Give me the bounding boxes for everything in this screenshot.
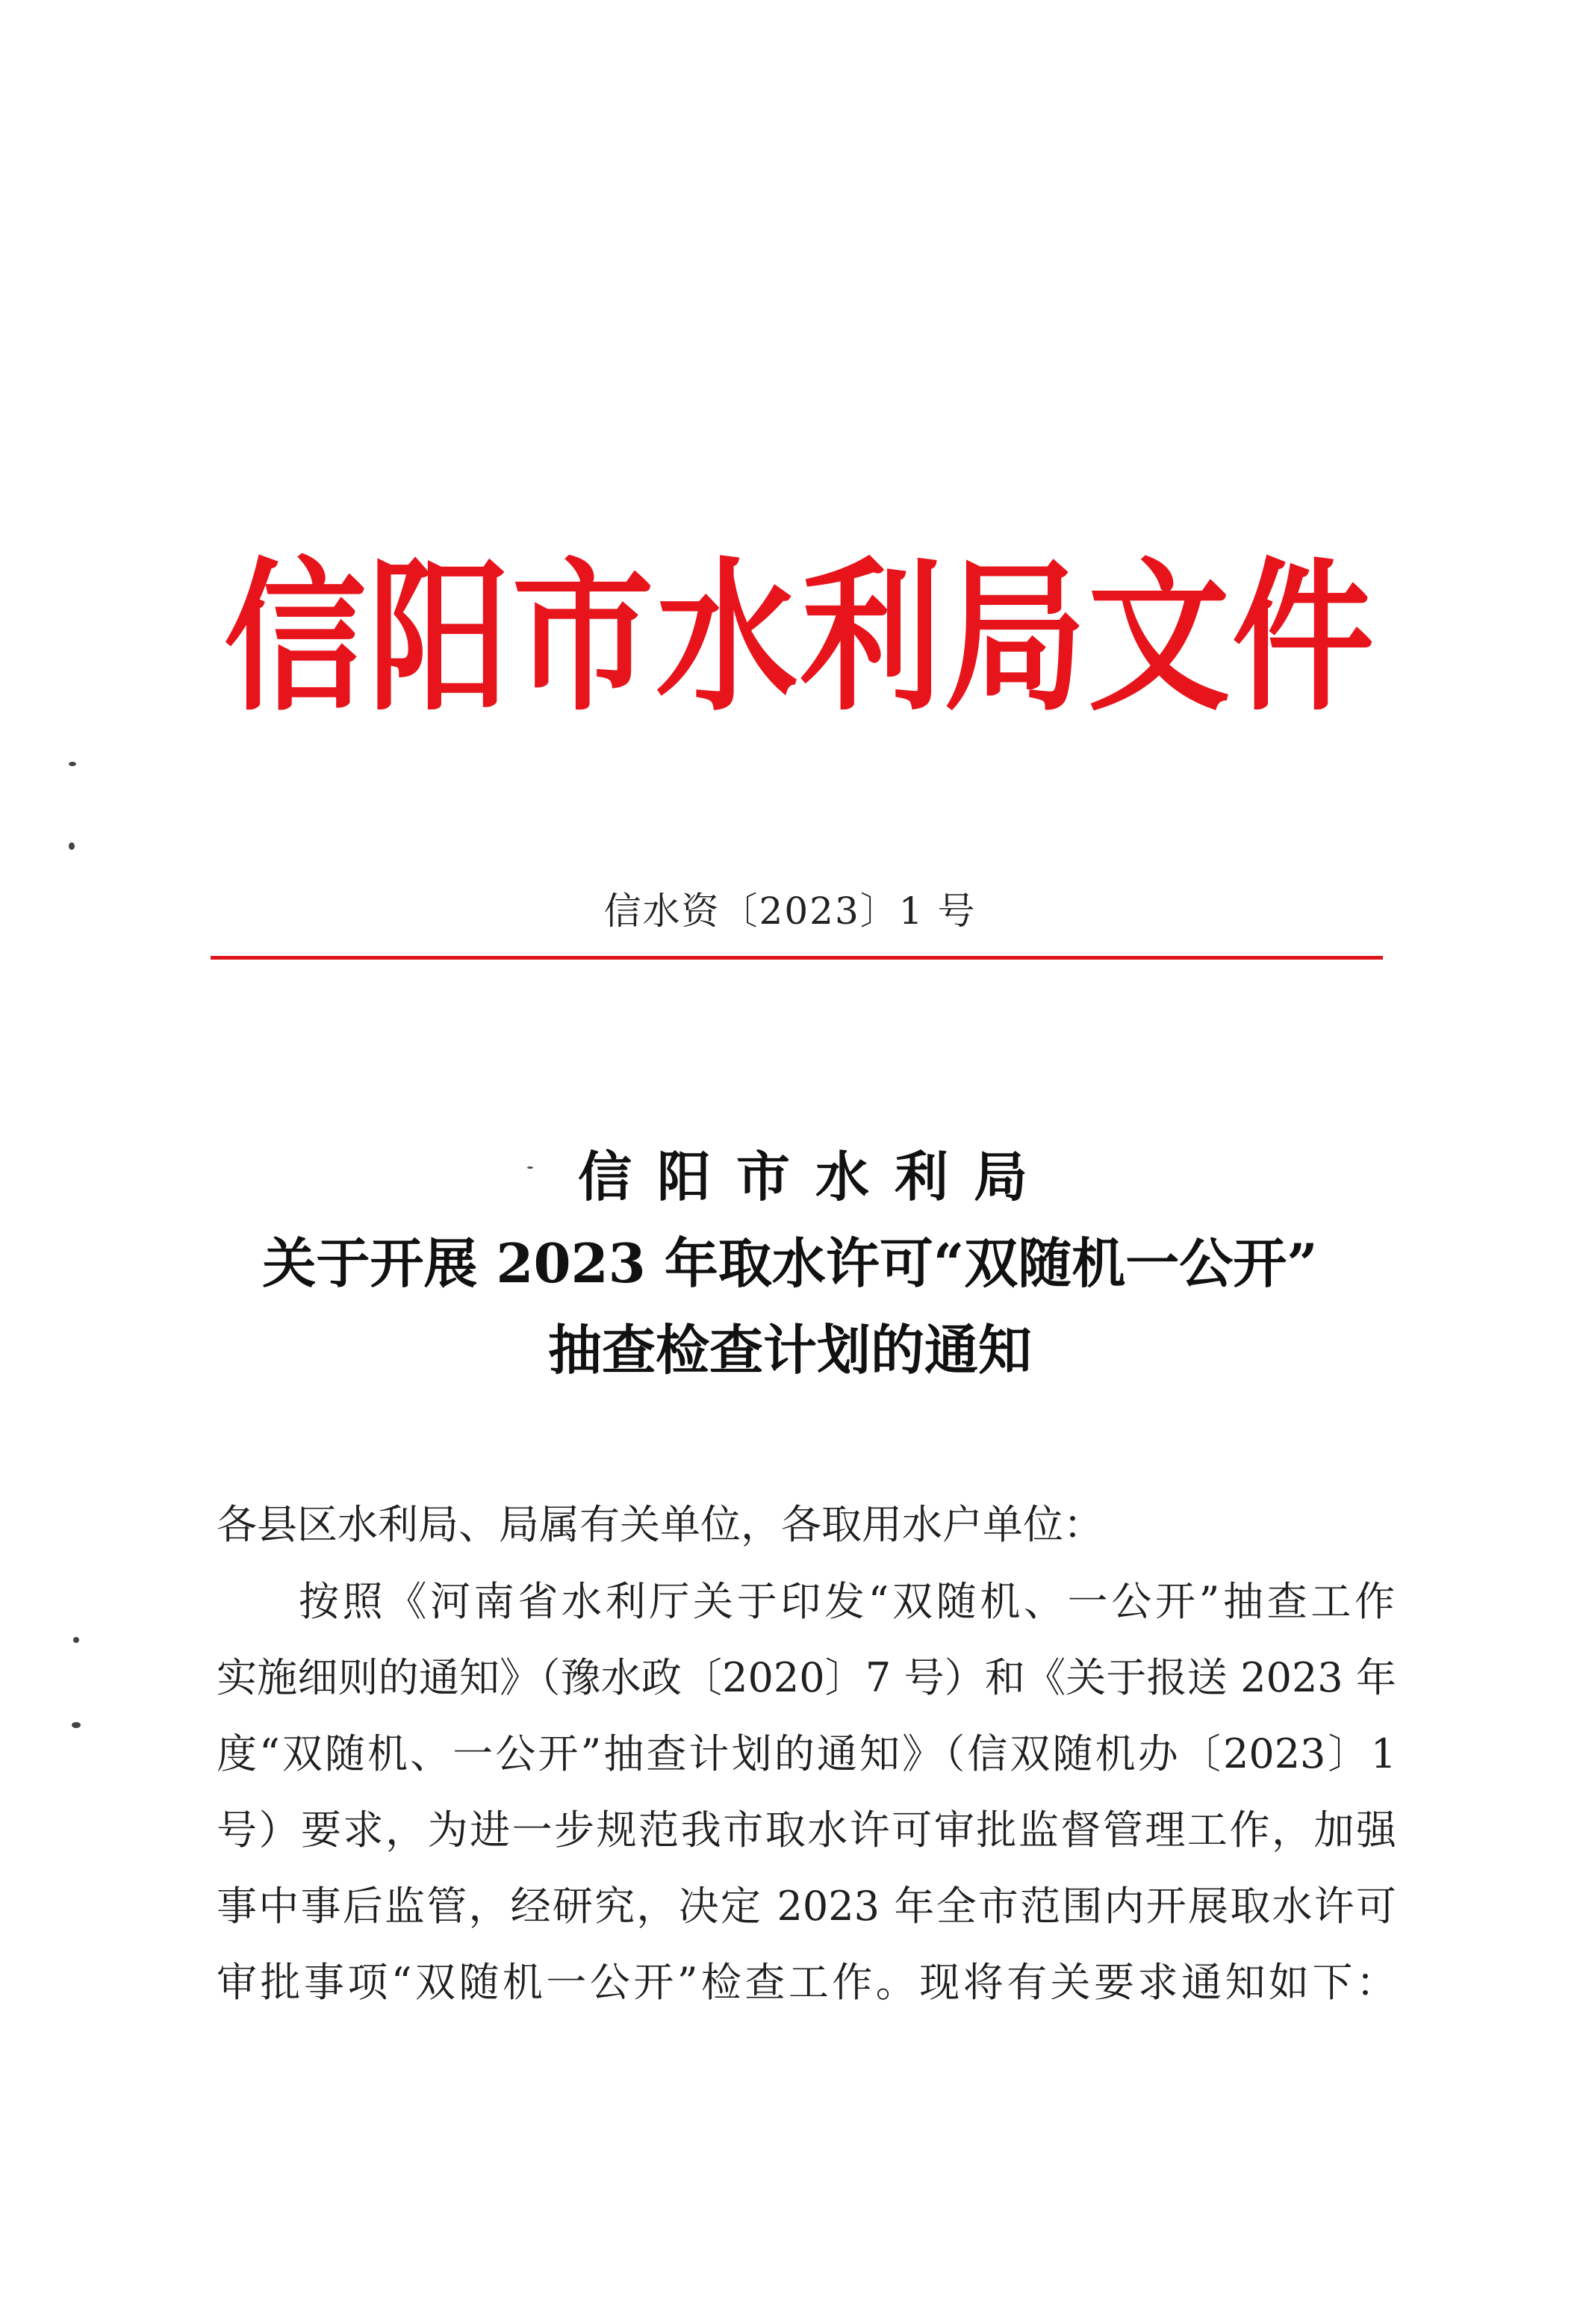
salutation: 各县区水利局、局属有关单位，各取用水户单位： — [217, 1501, 1104, 1548]
masthead-char: 阳 — [367, 543, 510, 733]
body-line: 度“双随机、一公开”抽查计划的通知》（信双随机办〔2023〕1 — [217, 1730, 1396, 1777]
scan-speck — [527, 1166, 533, 1169]
scan-speck — [69, 842, 75, 850]
body-line: 事中事后监管，经研究，决定 2023 年全市范围内开展取水许可 — [217, 1883, 1396, 1930]
scan-speck — [72, 1722, 81, 1728]
masthead-char: 文 — [1088, 543, 1231, 733]
masthead-char: 信 — [224, 543, 367, 733]
notice-title-subject-cont: 抽查检查计划的通知 — [547, 1318, 1032, 1382]
masthead-char: 利 — [800, 543, 942, 733]
masthead-char: 水 — [656, 543, 798, 733]
masthead-char: 件 — [1231, 543, 1374, 733]
scan-speck — [73, 1637, 79, 1643]
masthead-char: 市 — [511, 543, 654, 733]
masthead-title — [224, 540, 1374, 738]
red-divider-line — [211, 956, 1383, 960]
body-line: 按照《河南省水利厅关于印发“双随机、一公开”抽查工作 — [299, 1578, 1395, 1625]
document-number: 信水资〔2023〕1 号 — [603, 889, 977, 933]
body-line: 审批事项“双随机一公开”检查工作。现将有关要求通知如下： — [217, 1959, 1396, 2006]
notice-title-subject: 关于开展 2023 年取水许可“双随机一公开” — [262, 1231, 1318, 1295]
masthead-char: 局 — [944, 543, 1086, 733]
scan-speck — [69, 762, 76, 766]
body-line: 实施细则的通知》（豫水政〔2020〕7 号）和《关于报送 2023 年 — [217, 1654, 1396, 1701]
body-line: 号）要求，为进一步规范我市取水许可审批监督管理工作，加强 — [217, 1806, 1396, 1854]
notice-title-issuer: 信阳市水利局 — [577, 1145, 1053, 1208]
